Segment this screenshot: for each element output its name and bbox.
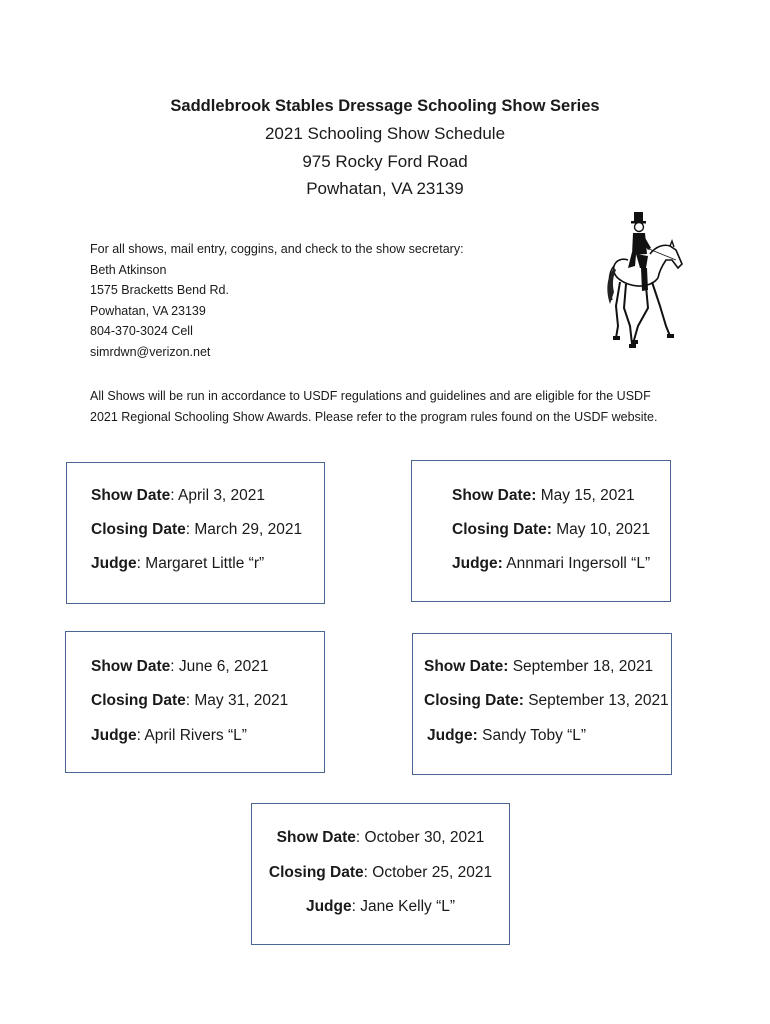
show-date-row [91, 658, 269, 676]
contact-name: Beth Atkinson [90, 262, 167, 277]
closing-date-value: October 25, 2021 [372, 864, 493, 881]
judge-value: April Rivers “L” [144, 727, 247, 744]
closing-date-value: May 31, 2021 [194, 692, 289, 709]
show-date-row [424, 658, 653, 676]
show-date-label: Show Date [276, 829, 356, 846]
closing-date-label: Closing Date [268, 864, 364, 881]
closing-date-row [91, 692, 288, 710]
judge-label: Judge [91, 727, 137, 744]
page-title: Saddlebrook Stables Dressage Schooling Show Series [170, 97, 600, 115]
judge-label: Judge [305, 898, 352, 915]
contact-intro: For all shows, mail entry, coggins, and check to the show secretary: [90, 242, 464, 256]
judge-row [252, 898, 509, 916]
show-date-label: Show Date [91, 658, 171, 675]
separator: : [170, 487, 178, 504]
closing-date-value: May 10, 2021 [556, 521, 651, 538]
venue-city: Powhatan, VA 23139 [306, 179, 464, 198]
show-card [66, 462, 325, 604]
closing-date-row [91, 521, 302, 539]
judge-value: Annmari Ingersoll “L” [506, 555, 651, 572]
show-card [65, 631, 325, 773]
closing-date-row [452, 521, 650, 539]
show-date-value: September 18, 2021 [512, 658, 654, 675]
closing-date-row [424, 692, 669, 710]
closing-date-label: Closing Date: [424, 692, 524, 709]
judge-row [427, 727, 586, 745]
judge-value: Jane Kelly “L” [360, 898, 456, 915]
secretary-contact [90, 239, 464, 363]
show-card [412, 633, 672, 775]
show-date-value: June 6, 2021 [178, 658, 269, 675]
show-date-value: April 3, 2021 [178, 487, 266, 504]
contact-city: Powhatan, VA 23139 [90, 303, 206, 318]
closing-date-value: September 13, 2021 [528, 692, 669, 709]
venue-address: 975 Rocky Ford Road [302, 151, 468, 171]
show-date-value: May 15, 2021 [540, 487, 635, 504]
rules-paragraph: All Shows will be run in accordance to USDF regulations and guidelines and are eligible for the USDF 2021 Regional Schooling Show Awards. Please refer to the program rules found on the USDF website. [90, 389, 658, 424]
show-card [251, 803, 510, 945]
judge-value: Margaret Little “r” [145, 555, 265, 572]
show-date-row [252, 829, 509, 847]
contact-phone: 804-370-3024 Cell [90, 324, 193, 339]
contact-email: simrdwn@verizon.net [90, 344, 211, 359]
judge-row [452, 555, 650, 573]
closing-date-label: Closing Date: [452, 521, 552, 538]
separator: : [185, 521, 195, 538]
show-date-label: Show Date: [452, 487, 537, 504]
separator: : [136, 555, 146, 572]
judge-label: Judge: [427, 727, 478, 744]
separator: : [170, 658, 179, 675]
separator: : [351, 898, 361, 915]
show-date-value: October 30, 2021 [364, 829, 485, 846]
document-header [0, 92, 770, 203]
judge-label: Judge [91, 555, 137, 572]
closing-date-label: Closing Date [91, 692, 186, 709]
judge-label: Judge: [452, 555, 503, 572]
separator: : [185, 692, 195, 709]
dressage-rider-horse-icon [604, 208, 694, 350]
page-subtitle: 2021 Schooling Show Schedule [264, 124, 506, 143]
show-date-row [452, 487, 635, 505]
contact-street: 1575 Bracketts Bend Rd. [90, 283, 229, 298]
judge-value: Sandy Toby “L” [482, 727, 587, 744]
judge-row [91, 727, 247, 745]
show-date-label: Show Date: [424, 658, 509, 675]
separator: : [363, 864, 373, 881]
show-date-label: Show Date [91, 487, 171, 504]
show-card [411, 460, 671, 602]
separator: : [136, 727, 145, 744]
separator: : [355, 829, 365, 846]
closing-date-label: Closing Date [91, 521, 186, 538]
closing-date-value: March 29, 2021 [194, 521, 303, 538]
judge-row [91, 555, 264, 573]
show-date-row [91, 487, 265, 505]
closing-date-row [252, 864, 509, 882]
